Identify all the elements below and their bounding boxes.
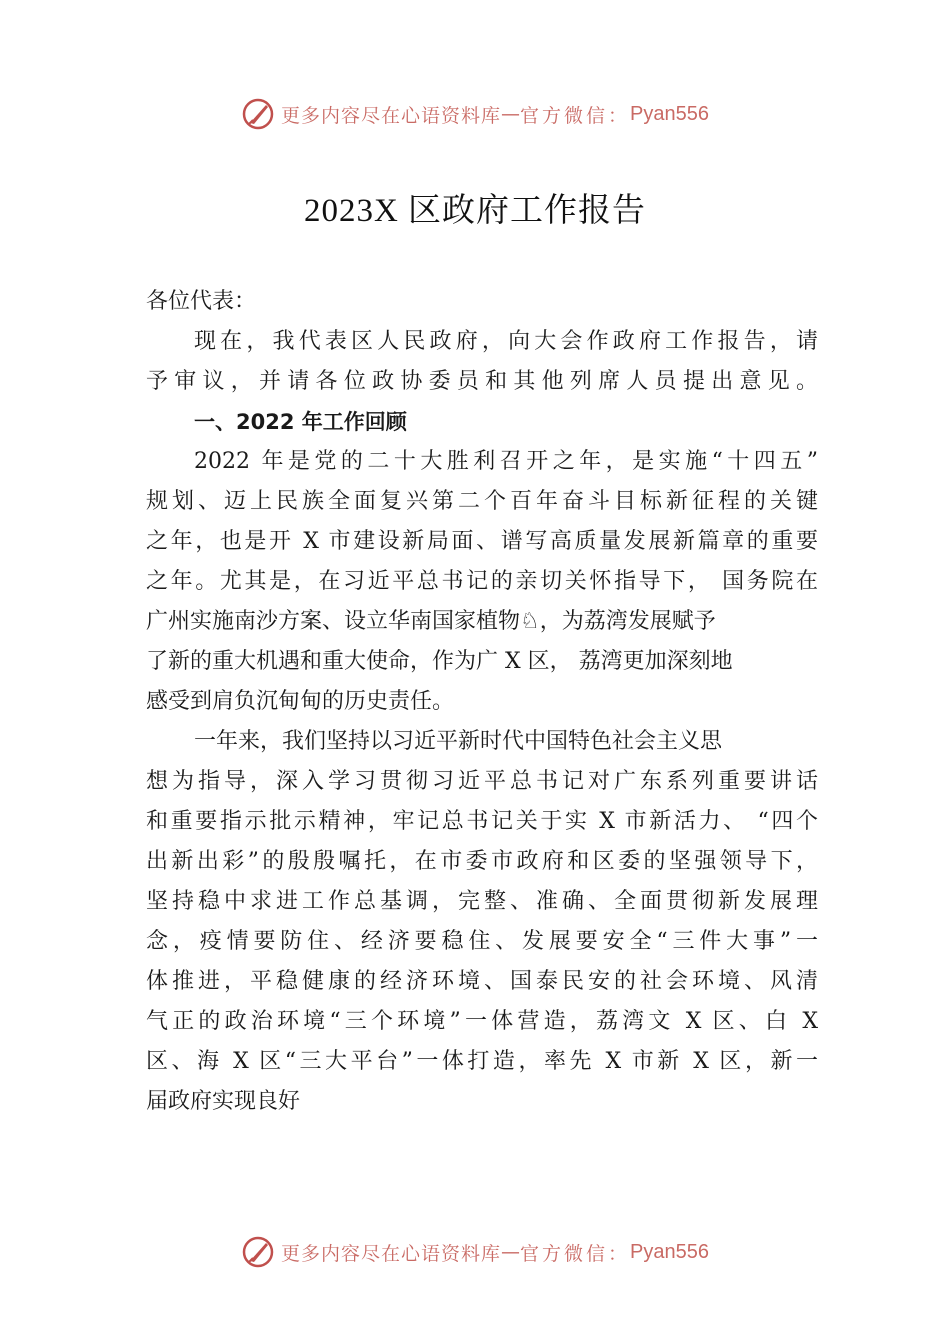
document-title: 2023X 区政府工作报告 bbox=[303, 193, 647, 229]
salutation: 各位代表： bbox=[146, 289, 257, 314]
banner-dash: — bbox=[501, 103, 521, 125]
body-line: 之年。尤其是，在习近平总书记的亲切关怀指导下， 国务院在 bbox=[146, 569, 818, 594]
banner-text: 更多内容尽在心语资料库 bbox=[281, 1242, 502, 1265]
banner-wechat-id: Pyan556 bbox=[630, 1240, 709, 1263]
banner-text: 更多内容尽在心语资料库 bbox=[281, 104, 502, 127]
body-line: 现在，我代表区人民政府，向大会作政府工作报告，请 bbox=[194, 329, 818, 354]
body-line: 之年，也是开 X 市建设新局面、谱写高质量发展新篇章的重要 bbox=[146, 529, 818, 554]
body-line: 区、海 X 区“三大平台”一体打造，率先 X 市新 X 区，新一 bbox=[146, 1049, 818, 1074]
banner-dash: — bbox=[501, 1241, 521, 1263]
body-line: 广州实施南沙方案、设立华南国家植物♘，为荔湾发展赋予 bbox=[146, 609, 716, 634]
body-line: 坚持稳中求进工作总基调，完整、准确、全面贯彻新发展理 bbox=[146, 889, 818, 914]
quill-logo-icon bbox=[241, 1235, 275, 1269]
quill-logo-icon bbox=[241, 97, 275, 131]
footer-banner bbox=[0, 1232, 950, 1272]
body-line: 届政府实现良好 bbox=[146, 1089, 301, 1114]
body-line: 念，疫情要防住、经济要稳住、发展要安全“三件大事”一 bbox=[146, 929, 818, 954]
body-line: 和重要指示批示精神，牢记总书记关于实 X 市新活力、 “四个 bbox=[146, 809, 818, 834]
body-line: 一年来，我们坚持以习近平新时代中国特色社会主义思 bbox=[194, 729, 723, 754]
body-line: 想为指导，深入学习贯彻习近平总书记对广东系列重要讲话 bbox=[146, 769, 818, 794]
section-heading: 一、2022 年工作回顾 bbox=[194, 410, 407, 434]
body-line: 气正的政治环境“三个环境”一体营造，荔湾文 X 区、白 X bbox=[146, 1009, 818, 1034]
banner-wechat-id: Pyan556 bbox=[630, 102, 709, 125]
body-line: 了新的重大机遇和重大使命，作为广 X 区， 荔湾更加深刻地 bbox=[146, 649, 733, 674]
body-line: 感受到肩负沉甸甸的历史责任。 bbox=[146, 689, 455, 714]
body-line: 予审议，并请各位政协委员和其他列席人员提出意见。 bbox=[146, 369, 818, 394]
body-line: 2022 年是党的二十大胜利召开之年，是实施“十四五” bbox=[194, 449, 818, 474]
body-line: 规划、迈上民族全面复兴第二个百年奋斗目标新征程的关键 bbox=[146, 489, 818, 514]
header-banner bbox=[0, 94, 950, 134]
banner-wechat-label: 官方微信： bbox=[520, 104, 631, 127]
body-line: 出新出彩”的殷殷嘱托，在市委市政府和区委的坚强领导下， bbox=[146, 849, 818, 874]
banner-wechat-label: 官方微信： bbox=[520, 1242, 631, 1265]
document-body bbox=[146, 282, 818, 1122]
body-line: 体推进，平稳健康的经济环境、国泰民安的社会环境、风清 bbox=[146, 969, 818, 994]
